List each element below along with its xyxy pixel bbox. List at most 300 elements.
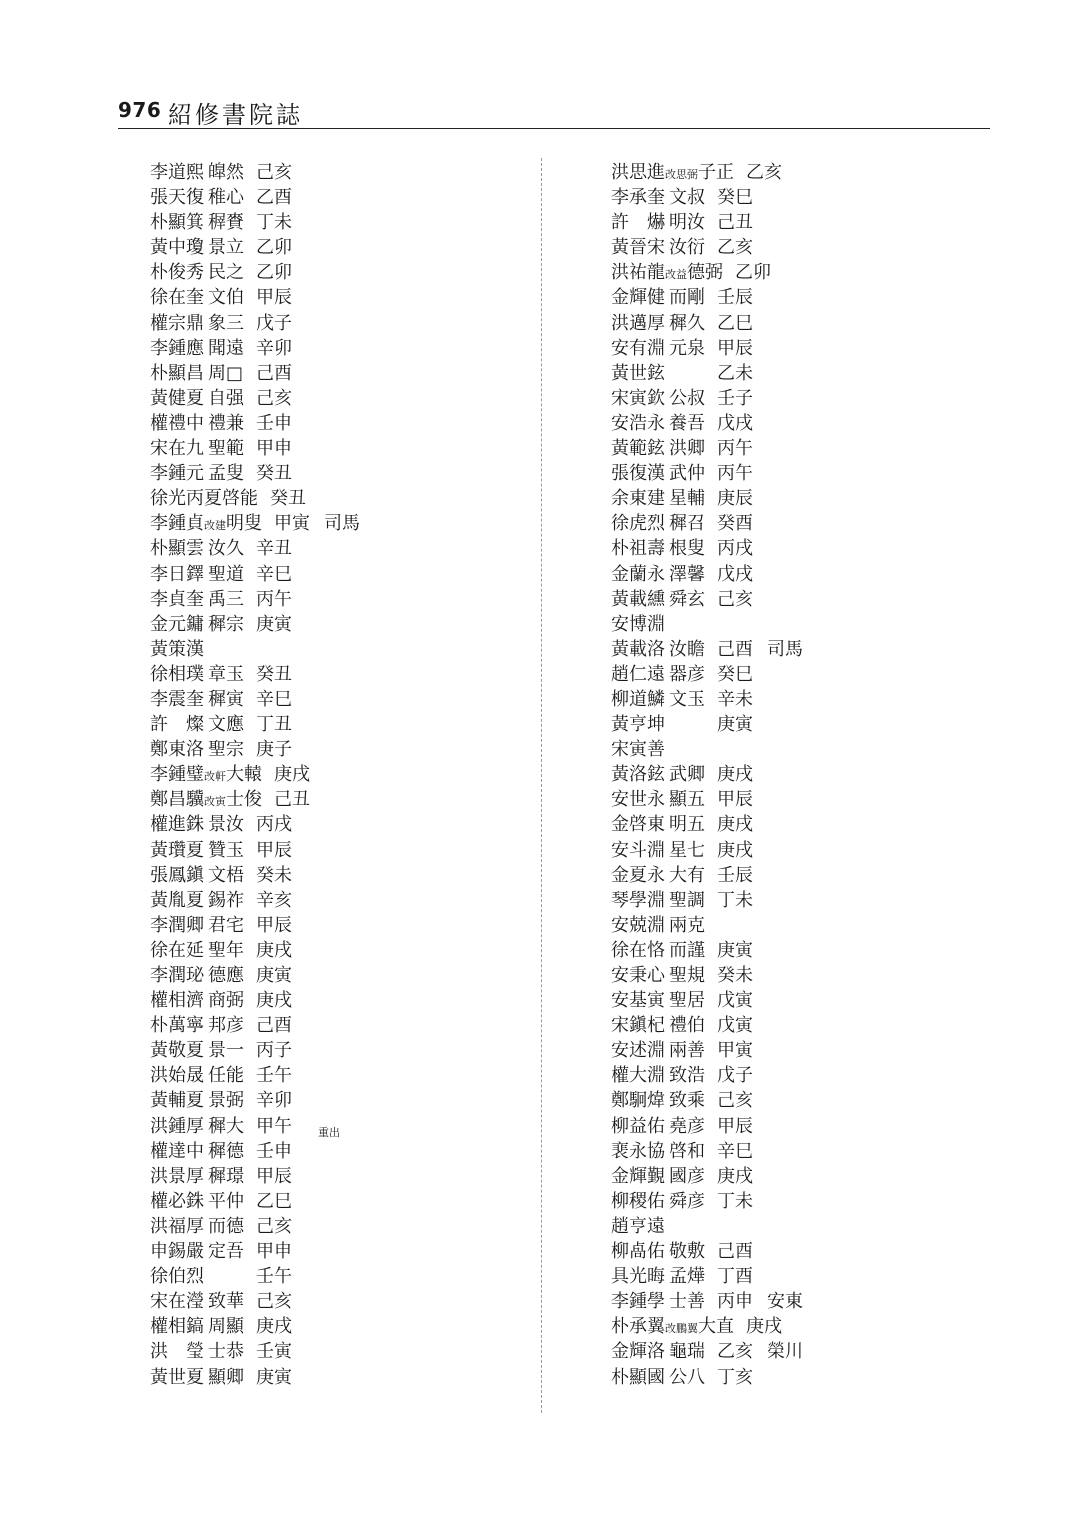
entry-name xyxy=(150,235,204,260)
entry-row xyxy=(603,687,983,712)
entry-name-text: 朴顯國 xyxy=(611,1366,665,1388)
entry-name-text: 安博淵 xyxy=(611,613,665,635)
entry-name-text: 安基寅 xyxy=(611,990,665,1012)
entry-name-text: 朴承翼 xyxy=(611,1316,665,1338)
entry-name xyxy=(611,210,665,235)
entry-courtesy-name: 兩克 xyxy=(669,914,705,936)
entry-name-text: 金輝覲 xyxy=(611,1165,665,1187)
entry-name-text: 安述淵 xyxy=(611,1040,665,1062)
entry-name-text: 黃洛鉉 xyxy=(611,764,665,786)
entry-name xyxy=(150,210,204,235)
entry-row xyxy=(142,863,522,888)
entry-name-text: 安秉心 xyxy=(611,965,665,986)
entry-courtesy-name: 孟燁 xyxy=(669,1266,705,1288)
entry-birth-year: 壬午 xyxy=(256,1065,292,1087)
entry-birth-year: 庚寅 xyxy=(256,965,292,986)
entry-remark: 司馬 xyxy=(767,638,803,660)
entry-name xyxy=(150,1339,204,1364)
entry-name-text: 李鍾學 xyxy=(611,1291,665,1313)
entry-name xyxy=(611,311,665,336)
entry-birth-year: 癸未 xyxy=(256,864,292,886)
entry-rename-note: 改建 xyxy=(204,519,226,533)
entry-name-text: 琴學淵 xyxy=(611,889,665,911)
entry-courtesy-name: 舜彦 xyxy=(669,1190,705,1212)
entry-row xyxy=(603,436,983,461)
entry-name xyxy=(150,260,204,285)
entry-row xyxy=(142,486,522,511)
entry-name-text: 安浩永 xyxy=(611,412,665,434)
entry-name xyxy=(150,486,222,511)
entry-row xyxy=(603,913,983,938)
entry-remark: 司馬 xyxy=(324,513,360,535)
entry-birth-year: 甲辰 xyxy=(717,337,753,359)
entry-name xyxy=(150,1088,204,1113)
entry-name-text: 張鳳鎭 xyxy=(150,864,204,886)
entry-row xyxy=(142,562,522,587)
entry-name xyxy=(611,587,665,612)
entry-courtesy-name: 孟叟 xyxy=(208,463,244,485)
entry-name-text: 洪 瑩 xyxy=(150,1341,204,1363)
entry-birth-year: 乙酉 xyxy=(256,187,292,209)
entry-name xyxy=(611,1114,665,1139)
entry-courtesy-name: 明叟 xyxy=(226,513,262,535)
entry-row xyxy=(603,863,983,888)
entry-name-text: 金輝洛 xyxy=(611,1341,665,1363)
entry-birth-year: 壬子 xyxy=(717,387,753,409)
entry-name xyxy=(611,787,665,812)
entry-courtesy-name: 大有 xyxy=(669,864,705,886)
entry-name-text: 安有淵 xyxy=(611,337,665,359)
entry-name-text: 朴祖壽 xyxy=(611,538,665,560)
entry-row xyxy=(142,160,522,185)
entry-courtesy-name: 士恭 xyxy=(208,1341,244,1363)
entry-birth-year: 庚寅 xyxy=(717,939,753,961)
entry-name-text: 李日鐸 xyxy=(150,563,204,585)
entry-birth-year: 癸未 xyxy=(717,965,753,986)
entry-row xyxy=(142,461,522,486)
entry-courtesy-name: 穉召 xyxy=(669,513,705,535)
entry-birth-year: 戊寅 xyxy=(717,990,753,1012)
entry-name-text: 洪祐龍 xyxy=(611,262,665,284)
entry-name xyxy=(611,938,665,963)
entry-name-text: 安世永 xyxy=(611,789,665,811)
book-title: 紹修書院誌 xyxy=(168,101,303,129)
header-rule xyxy=(118,128,990,129)
left-name-column xyxy=(142,160,522,1390)
entry-row xyxy=(142,260,522,285)
entry-row xyxy=(603,1038,983,1063)
entry-name xyxy=(150,963,204,988)
entry-name xyxy=(150,612,204,637)
entry-courtesy-name: 敬敷 xyxy=(669,1241,705,1263)
entry-name-text: 黃範鉉 xyxy=(611,438,665,460)
entry-row xyxy=(142,210,522,235)
entry-courtesy-name: 子正 xyxy=(698,162,734,183)
entry-birth-year: 己亥 xyxy=(256,1291,292,1313)
entry-name-text: 李鍾璧 xyxy=(150,764,204,786)
entry-courtesy-name: 汝久 xyxy=(208,538,244,560)
entry-name-text: 宋在九 xyxy=(150,438,204,460)
entry-courtesy-name: 自强 xyxy=(208,387,244,409)
entry-name xyxy=(611,1339,665,1364)
entry-birth-year: 庚戌 xyxy=(717,764,753,786)
entry-courtesy-name: 穉宗 xyxy=(208,613,244,635)
entry-name xyxy=(150,587,204,612)
entry-row xyxy=(603,210,983,235)
entry-courtesy-name: 兩善 xyxy=(669,1040,705,1062)
entry-courtesy-name: 任能 xyxy=(208,1065,244,1087)
entry-courtesy-name: 禮兼 xyxy=(208,412,244,434)
entry-courtesy-name: 星七 xyxy=(669,839,705,861)
entry-row xyxy=(142,361,522,386)
entry-name xyxy=(611,1088,665,1113)
entry-birth-year: 癸丑 xyxy=(256,463,292,485)
entry-row xyxy=(603,1239,983,1264)
entry-row xyxy=(142,737,522,762)
entry-birth-year: 丁未 xyxy=(717,889,753,911)
entry-courtesy-name: 啓能 xyxy=(222,488,258,510)
entry-name-text: 李道熙 xyxy=(150,162,204,183)
entry-name xyxy=(150,1139,204,1164)
entry-courtesy-name: 聖範 xyxy=(208,438,244,460)
entry-row xyxy=(603,486,983,511)
entry-name-text: 洪鍾厚 xyxy=(150,1115,204,1137)
entry-row xyxy=(142,687,522,712)
entry-name xyxy=(611,1013,665,1038)
entry-courtesy-name: 大轅 xyxy=(226,764,262,786)
entry-row xyxy=(603,336,983,361)
entry-birth-year: 丁丑 xyxy=(256,714,292,736)
entry-courtesy-name: 民之 xyxy=(208,262,244,284)
entry-name xyxy=(611,1063,665,1088)
entry-name xyxy=(611,712,665,737)
entry-birth-year: 辛卯 xyxy=(256,1090,292,1112)
entry-courtesy-name: 商弼 xyxy=(208,990,244,1012)
entry-name xyxy=(611,988,665,1013)
entry-row xyxy=(603,938,983,963)
entry-birth-year: 甲辰 xyxy=(717,1115,753,1137)
entry-rename-note: 改思弼 xyxy=(665,168,698,181)
entry-row xyxy=(603,511,983,536)
entry-name xyxy=(611,511,665,536)
entry-courtesy-name: 邦彦 xyxy=(208,1015,244,1037)
entry-name xyxy=(611,1139,665,1164)
entry-name xyxy=(150,285,204,310)
entry-name-text: 鄭東洛 xyxy=(150,739,204,761)
entry-row xyxy=(142,612,522,637)
entry-name-text: 權相濟 xyxy=(150,990,204,1012)
entry-name-text: 權進銖 xyxy=(150,814,204,836)
entry-birth-year: 壬申 xyxy=(256,1140,292,1162)
entry-name xyxy=(150,1239,204,1264)
entry-courtesy-name: 武仲 xyxy=(669,463,705,485)
entry-birth-year: 壬辰 xyxy=(717,287,753,309)
entry-row xyxy=(603,1189,983,1214)
entry-name xyxy=(150,712,204,737)
entry-row xyxy=(603,787,983,812)
entry-name-text: 余東建 xyxy=(611,488,665,510)
entry-name xyxy=(611,1365,665,1390)
entry-courtesy-name: 澤馨 xyxy=(669,563,705,585)
entry-courtesy-name: 致華 xyxy=(208,1291,244,1313)
entry-name-text: 權相鎬 xyxy=(150,1316,204,1338)
entry-row xyxy=(603,812,983,837)
entry-courtesy-name: 錫祚 xyxy=(208,889,244,911)
entry-birth-year: 己亥 xyxy=(256,162,292,183)
entry-row xyxy=(142,1264,522,1289)
entry-row xyxy=(142,285,522,310)
entry-name xyxy=(611,1164,665,1189)
entry-name xyxy=(150,637,204,662)
entry-name xyxy=(611,160,698,187)
entry-row xyxy=(142,336,522,361)
entry-row xyxy=(142,1013,522,1038)
entry-name-text: 洪邁厚 xyxy=(611,312,665,334)
entry-name-text: 黃亨坤 xyxy=(611,714,665,736)
entry-name xyxy=(150,361,204,386)
entry-row xyxy=(142,536,522,561)
entry-name xyxy=(150,888,204,913)
entry-name xyxy=(611,386,665,411)
entry-name-text: 黃策漢 xyxy=(150,638,204,660)
entry-courtesy-name: 禮伯 xyxy=(669,1015,705,1037)
entry-birth-year: 丙午 xyxy=(717,463,753,485)
entry-courtesy-name: 聖居 xyxy=(669,990,705,1012)
entry-birth-year: 丙子 xyxy=(256,1040,292,1062)
entry-name-text: 洪始晟 xyxy=(150,1065,204,1087)
entry-name-text: 金蘭永 xyxy=(611,563,665,585)
entry-row xyxy=(142,762,522,787)
entry-name xyxy=(611,687,665,712)
entry-name-text: 洪景厚 xyxy=(150,1165,204,1187)
entry-name xyxy=(150,1214,204,1239)
entry-birth-year: 庚寅 xyxy=(256,1366,292,1388)
entry-birth-year: 甲午 xyxy=(256,1115,292,1137)
entry-name-text: 李承奎 xyxy=(611,187,665,209)
entry-row xyxy=(142,662,522,687)
entry-birth-year: 己丑 xyxy=(274,789,310,811)
entry-name-text: 權達中 xyxy=(150,1140,204,1162)
entry-name-text: 洪思進 xyxy=(611,162,665,183)
entry-row xyxy=(603,1088,983,1113)
entry-courtesy-name: 君宅 xyxy=(208,914,244,936)
entry-name xyxy=(150,762,226,789)
entry-birth-year: 壬申 xyxy=(256,412,292,434)
entry-name-text: 黃健夏 xyxy=(150,387,204,409)
entry-name-text: 洪福厚 xyxy=(150,1215,204,1237)
entry-name xyxy=(611,838,665,863)
entry-row xyxy=(603,1264,983,1289)
entry-birth-year: 庚辰 xyxy=(717,488,753,510)
entry-courtesy-name: 聖調 xyxy=(669,889,705,911)
entry-name-text: 宋寅欽 xyxy=(611,387,665,409)
entry-birth-year: 己亥 xyxy=(256,1215,292,1237)
entry-courtesy-name: 堯彦 xyxy=(669,1115,705,1137)
entry-row xyxy=(142,511,522,536)
entry-row xyxy=(142,988,522,1013)
entry-courtesy-name: 公八 xyxy=(669,1366,705,1388)
entry-courtesy-name: 聖規 xyxy=(669,965,705,986)
entry-row xyxy=(603,536,983,561)
entry-name xyxy=(150,1038,204,1063)
entry-courtesy-name: 汝衍 xyxy=(669,237,705,259)
entry-birth-year: 辛巳 xyxy=(256,563,292,585)
entry-name-text: 李鍾元 xyxy=(150,463,204,485)
entry-row xyxy=(603,662,983,687)
entry-name xyxy=(611,486,665,511)
entry-row xyxy=(142,436,522,461)
entry-name-text: 黃瓚夏 xyxy=(150,839,204,861)
entry-birth-year: 乙卯 xyxy=(256,237,292,259)
entry-name-text: 金元鏞 xyxy=(150,613,204,635)
entry-birth-year: 庚寅 xyxy=(717,714,753,736)
entry-name xyxy=(611,612,665,637)
entry-row xyxy=(603,762,983,787)
entry-row xyxy=(603,260,983,285)
page-header xyxy=(118,96,998,130)
entry-name xyxy=(611,185,665,210)
entry-courtesy-name: 周□ xyxy=(208,362,244,384)
entry-birth-year: 庚戌 xyxy=(746,1316,782,1338)
entry-birth-year: 甲辰 xyxy=(256,839,292,861)
entry-courtesy-name: 元泉 xyxy=(669,337,705,359)
entry-row xyxy=(603,838,983,863)
entry-name-text: 黃敬夏 xyxy=(150,1040,204,1062)
entry-name xyxy=(150,436,204,461)
entry-name xyxy=(611,662,665,687)
entry-name xyxy=(150,1114,204,1139)
entry-name-text: 趙仁遠 xyxy=(611,663,665,685)
entry-birth-year: 乙巳 xyxy=(717,312,753,334)
entry-row xyxy=(603,1289,983,1314)
entry-row xyxy=(603,988,983,1013)
entry-birth-year: 甲申 xyxy=(256,438,292,460)
entry-courtesy-name: 景弼 xyxy=(208,1090,244,1112)
entry-courtesy-name: 養吾 xyxy=(669,412,705,434)
entry-birth-year: 乙未 xyxy=(717,362,753,384)
entry-name-text: 柳稷佑 xyxy=(611,1190,665,1212)
entry-name xyxy=(611,436,665,461)
entry-name-text: 金夏永 xyxy=(611,864,665,886)
entry-birth-year: 戊子 xyxy=(256,312,292,334)
entry-row xyxy=(603,235,983,260)
entry-row xyxy=(142,587,522,612)
entry-row xyxy=(603,411,983,436)
entry-name-text: 朴俊秀 xyxy=(150,262,204,284)
entry-row xyxy=(603,1139,983,1164)
entry-courtesy-name: 致乘 xyxy=(669,1090,705,1112)
entry-birth-year: 乙卯 xyxy=(256,262,292,284)
entry-row xyxy=(603,1114,983,1139)
entry-name-text: 李鍾貞 xyxy=(150,513,204,535)
entry-courtesy-name: 而謹 xyxy=(669,939,705,961)
entry-courtesy-name: 穉德 xyxy=(208,1140,244,1162)
entry-courtesy-name: 士俊 xyxy=(226,789,262,811)
entry-courtesy-name: 文伯 xyxy=(208,287,244,309)
entry-name-text: 權大淵 xyxy=(611,1065,665,1087)
entry-courtesy-name: 景立 xyxy=(208,237,244,259)
entry-name xyxy=(150,988,204,1013)
entry-name xyxy=(150,1013,204,1038)
entry-row xyxy=(603,737,983,762)
entry-birth-year: 癸丑 xyxy=(256,663,292,685)
entry-name-text: 鄭駉煒 xyxy=(611,1090,665,1112)
entry-name-text: 宋在瀅 xyxy=(150,1291,204,1313)
entry-row xyxy=(603,1214,983,1239)
entry-courtesy-name: 舜玄 xyxy=(669,588,705,610)
entry-name xyxy=(611,411,665,436)
entry-row xyxy=(603,587,983,612)
entry-name-text: 黃世鉉 xyxy=(611,362,665,384)
entry-birth-year: 戊戌 xyxy=(717,412,753,434)
entry-name-text: 徐虎烈 xyxy=(611,513,665,535)
entry-row xyxy=(603,612,983,637)
entry-name-text: 徐在奎 xyxy=(150,287,204,309)
entry-name xyxy=(611,1214,665,1239)
entry-courtesy-name: 明汝 xyxy=(669,212,705,234)
entry-birth-year: 辛亥 xyxy=(256,889,292,911)
entry-row xyxy=(142,1365,522,1390)
entry-courtesy-name: 文應 xyxy=(208,714,244,736)
entry-courtesy-name: 章玉 xyxy=(208,663,244,685)
entry-courtesy-name: 國彦 xyxy=(669,1165,705,1187)
right-name-column xyxy=(603,160,983,1390)
entry-name xyxy=(611,888,665,913)
entry-courtesy-name: 文叔 xyxy=(669,187,705,209)
entry-name xyxy=(150,336,204,361)
column-divider xyxy=(541,158,542,1413)
entry-courtesy-name: 穉大 xyxy=(208,1115,244,1137)
entry-name-text: 權禮中 xyxy=(150,412,204,434)
entry-birth-year: 壬午 xyxy=(256,1266,292,1288)
entry-row xyxy=(603,712,983,737)
entry-name-text: 徐光丙夏 xyxy=(150,488,222,510)
entry-name xyxy=(150,787,226,814)
entry-name xyxy=(611,1239,665,1264)
entry-name-text: 黃載纁 xyxy=(611,588,665,610)
entry-birth-year: 甲寅 xyxy=(717,1040,753,1062)
entry-name-text: 李貞奎 xyxy=(150,588,204,610)
entry-row xyxy=(142,1339,522,1364)
entry-name xyxy=(611,1314,698,1341)
entry-birth-year: 癸巳 xyxy=(717,663,753,685)
entry-name xyxy=(150,737,204,762)
entry-birth-year: 己丑 xyxy=(717,212,753,234)
entry-birth-year: 丙午 xyxy=(256,588,292,610)
entry-name-text: 李潤卿 xyxy=(150,914,204,936)
entry-birth-year: 辛巳 xyxy=(256,688,292,710)
entry-birth-year: 乙亥 xyxy=(717,1341,753,1363)
entry-name-text: 具光晦 xyxy=(611,1266,665,1288)
entry-row xyxy=(142,787,522,812)
entry-birth-year: 乙巳 xyxy=(256,1190,292,1212)
entry-name xyxy=(611,1264,665,1289)
entry-courtesy-name: 聞遠 xyxy=(208,337,244,359)
entry-row xyxy=(142,1139,522,1164)
entry-name-text: 朴顯雲 xyxy=(150,538,204,560)
entry-courtesy-name: 周顯 xyxy=(208,1316,244,1338)
entry-courtesy-name: 致浩 xyxy=(669,1065,705,1087)
entry-row xyxy=(603,1365,983,1390)
entry-rename-note: 改益 xyxy=(665,268,687,282)
entry-courtesy-name: 而德 xyxy=(208,1215,244,1237)
entry-row xyxy=(142,1214,522,1239)
entry-row xyxy=(142,1289,522,1314)
entry-birth-year: 己酉 xyxy=(256,1015,292,1037)
entry-birth-year: 甲辰 xyxy=(256,914,292,936)
entry-name xyxy=(150,1189,204,1214)
entry-name xyxy=(611,637,665,662)
